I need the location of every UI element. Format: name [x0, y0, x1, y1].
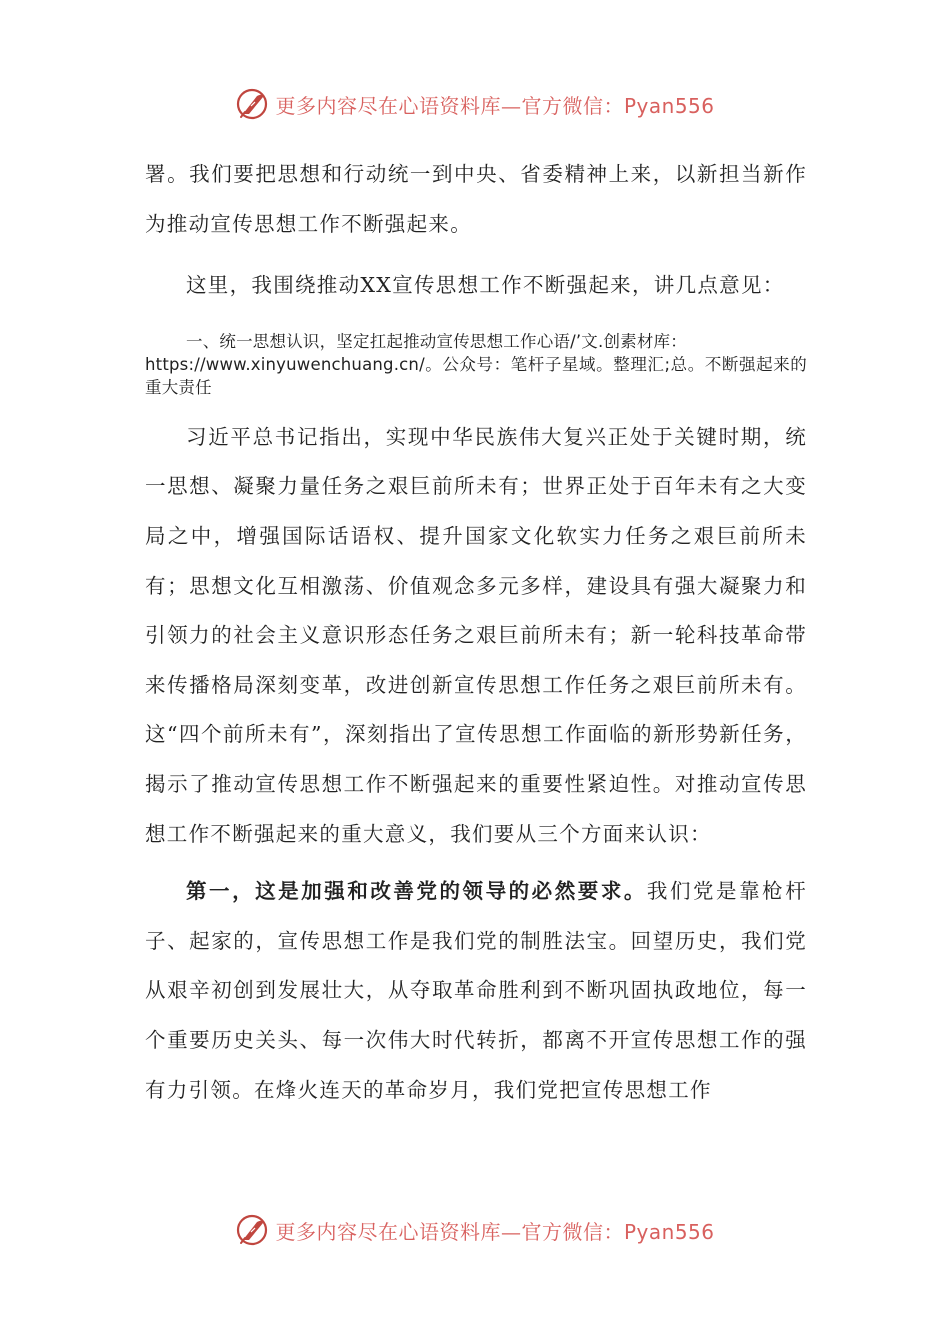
paragraph-1: 署。我们要把思想和行动统一到中央、省委精神上来，以新担当新作为推动宣传思想工作不断强起来。 [145, 162, 807, 236]
header-wechat-id: Pyan556 [623, 93, 715, 118]
footer-banner-text: 更多内容尽在心语资料库—官方微信：Pyan556 [275, 1219, 715, 1244]
paragraph-2: 这里，我围绕推动XX宣传思想工作不断强起来，讲几点意见： [186, 273, 785, 298]
quill-pen-logo-icon [235, 1213, 269, 1247]
paragraph-4-lead: 第一，这是加强和改善党的领导的必然要求。 [186, 879, 647, 904]
paragraph-3: 习近平总书记指出，实现中华民族伟大复兴正处于关键时期，统一思想、凝聚力量任务之艰巨前所未有；世界正处于百年未有之大变局之中，增强国际话语权、提升国家文化软实力任务之艰巨前所未有；思想文化互相激荡、价值观念多元多样，建设具有强大凝聚力和引领力的社会主义意识形态任务之艰巨前所未有；新一轮科技革命带来传播格局深刻变革，改进创新宣传思想工作任务之艰巨前所未有。这“四个前所未有”，深刻指出了宣传思想工作面临的新形势新任务，揭示了推动宣传思想工作不断强起来的重要性紧迫性。对推动宣传思想工作不断强起来的重大意义，我们要从三个方面来认识： [145, 424, 807, 846]
header-banner-text: 更多内容尽在心语资料库—官方微信：Pyan556 [275, 93, 715, 118]
paragraph-4 [145, 867, 807, 1115]
section-heading-1-line1: 一、统一思想认识，坚定扛起推动宣传思想工作心语/’文.创素材库： [186, 331, 687, 351]
section-heading-1 [145, 330, 807, 399]
section-heading-1-rest: https://www.xinyuwenchuang.cn/。公众号：笔杆子星域。整理汇;总。不断强起来的重大责任 [145, 354, 807, 397]
quill-pen-logo-icon [235, 87, 269, 121]
footer-banner [0, 1210, 950, 1250]
paragraph-4-text: 我们党是靠枪杆子、起家的，宣传思想工作是我们党的制胜法宝。回望历史，我们党从艰辛初创到发展壮大，从夺取革命胜利到不断巩固执政地位，每一个重要历史关头、每一次伟大时代转折，都离不开宣传思想工作的强有力引领。在烽火连天的革命岁月，我们党把宣传思想工作 [145, 879, 807, 1102]
footer-wechat-id: Pyan556 [623, 1219, 715, 1244]
header-banner [0, 84, 950, 124]
document-body [145, 150, 807, 1115]
